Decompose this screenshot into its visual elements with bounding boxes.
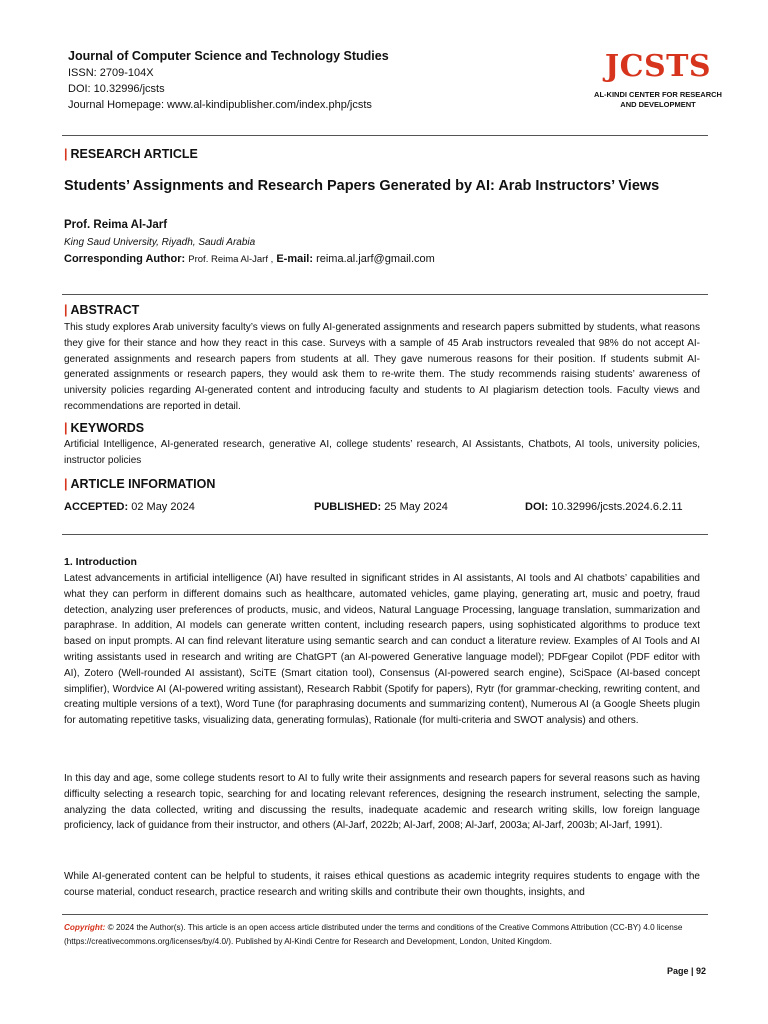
- article-type-heading: | RESEARCH ARTICLE: [64, 147, 198, 161]
- footer-divider: [62, 914, 708, 915]
- keywords-text: Artificial Intelligence, AI-generated research, generative AI, college students’ research, AI Assistants, Chatbots, AI tools, university policies, instructor policies: [64, 439, 700, 466]
- intro-paragraph-1: Latest advancements in artificial intelligence (AI) have resulted in significant strides in AI assistants, AI tools and AI chatbots’ capabilities and what they can perform in different domains such as healthcare, automated vehicles, game playing, generating art, music and poetry, fraud detection, analyzing user preferences of products, music, and videos, Natural Language Processing, language translation, summarization and paraphrase. In addition, AI models can generate written content, including research papers, using sophisticated algorithms to produce text based on input prompts. AI can find relevant literature using semantic search and can conduct a literature review. Examples of AI Tools and AI writing assistants used in research and writing are ChatGPT (an AI-powered Generative language model); PDFgear Copilot (PDF editor with AI), Zotero (Well-rounded AI assistant), SciTE (Smart citation tool), Consensus (AI-powered search engine), SciSpace (AI-based concept simplifier), Wordvice AI (AI-powered writing assistant), Research Rabbit (Spotify for papers), Rytr (for grammar-checking, rewriting content, and creating multiple versions of a text), Word Tune (for paraphrasing documents and summarizing content), Numerous AI (a Google Sheets plugin for automating repetitive tasks, visualizing data, generating formulas), Rationale (for multi-criteria and SWOT analysis) and others.: [64, 573, 700, 727]
- accepted-date: ACCEPTED: 02 May 2024: [64, 501, 195, 513]
- copyright-notice: Copyright: © 2024 the Author(s). This article is an open access article distributed under the terms and conditions of the Creative Commons Attribution (CC-BY) 4.0 license (https://creativecommons.org/licenses/by/4.0/). Published by Al-Kindi Centre for Research and Development, London, United Kingdom.: [64, 923, 683, 946]
- article-info-heading: | ARTICLE INFORMATION: [64, 477, 216, 491]
- section-divider: [62, 294, 708, 295]
- logo-mark: JCSTS: [604, 49, 712, 84]
- abstract-heading: | ABSTRACT: [64, 303, 140, 317]
- author-affiliation: King Saud University, Riyadh, Saudi Arabia: [64, 237, 256, 248]
- journal-header: [68, 47, 389, 113]
- author-name: Prof. Reima Al-Jarf: [64, 219, 168, 231]
- published-date: PUBLISHED: 25 May 2024: [314, 501, 448, 513]
- journal-doi: DOI: 10.32996/jcsts: [68, 83, 165, 95]
- intro-paragraph-3: While AI-generated content can be helpful to students, it raises ethical questions as academic integrity requires students to engage with the course material, conduct research, practice research and writing skills and contribute their own thoughts, insights, and: [64, 871, 700, 898]
- journal-title: Journal of Computer Science and Technology Studies: [68, 49, 389, 63]
- corresponding-author: Corresponding Author: Prof. Reima Al-Jarf , E-mail: reima.al.jarf@gmail.com: [64, 253, 435, 265]
- introduction-heading: 1. Introduction: [64, 556, 137, 568]
- header-divider: [62, 135, 708, 136]
- intro-paragraph-2: In this day and age, some college students resort to AI to fully write their assignments and research papers for several reasons such as having difficulty selecting a research topic, searching for and locating relevant references, designing the research instrument, selecting the sample, analyzing the data collected, writing and discussing the results, inadequate academic and research writing skills, low foreign language proficiency, lack of guidance from their instructor, and others (Al-Jarf, 2022b; Al-Jarf, 2008; Al-Jarf, 2003a; Al-Jarf, 2003b; Al-Jarf, 1991).: [64, 773, 700, 832]
- journal-issn: ISSN: 2709-104X: [68, 67, 154, 79]
- logo-subtitle: AL-KINDI CENTER FOR RESEARCH AND DEVELOPMENT: [594, 90, 722, 109]
- journal-logo: [578, 50, 738, 110]
- journal-homepage[interactable]: Journal Homepage: www.al-kindipublisher.com/index.php/jcsts: [68, 99, 372, 111]
- abstract-text: This study explores Arab university faculty’s views on fully AI-generated assignments and research papers submitted by students, what reasons they give for their stance and how they react in this case. Surveys with a sample of 45 Arab instructors revealed that 98% do not accept AI-generated assignments and research papers from students at all. They gave numerous reasons for their position. If students submit AI-generated assignments or research papers, they would ask them to re-write them. The study recommends raising students’ awareness of university policies regarding AI-generated content and introducing faculty and students to AI plagiarism detection tools. Faculty views and recommendations are reported in detail.: [64, 322, 700, 412]
- page-number: Page | 92: [666, 966, 706, 976]
- keywords-heading: | KEYWORDS: [64, 421, 145, 435]
- section-divider: [62, 534, 708, 535]
- article-doi: DOI: 10.32996/jcsts.2024.6.2.11: [525, 501, 683, 513]
- paper-title: Students’ Assignments and Research Papers Generated by AI: Arab Instructors’ Views: [64, 178, 660, 194]
- author-email[interactable]: reima.al.jarf@gmail.com: [316, 253, 435, 265]
